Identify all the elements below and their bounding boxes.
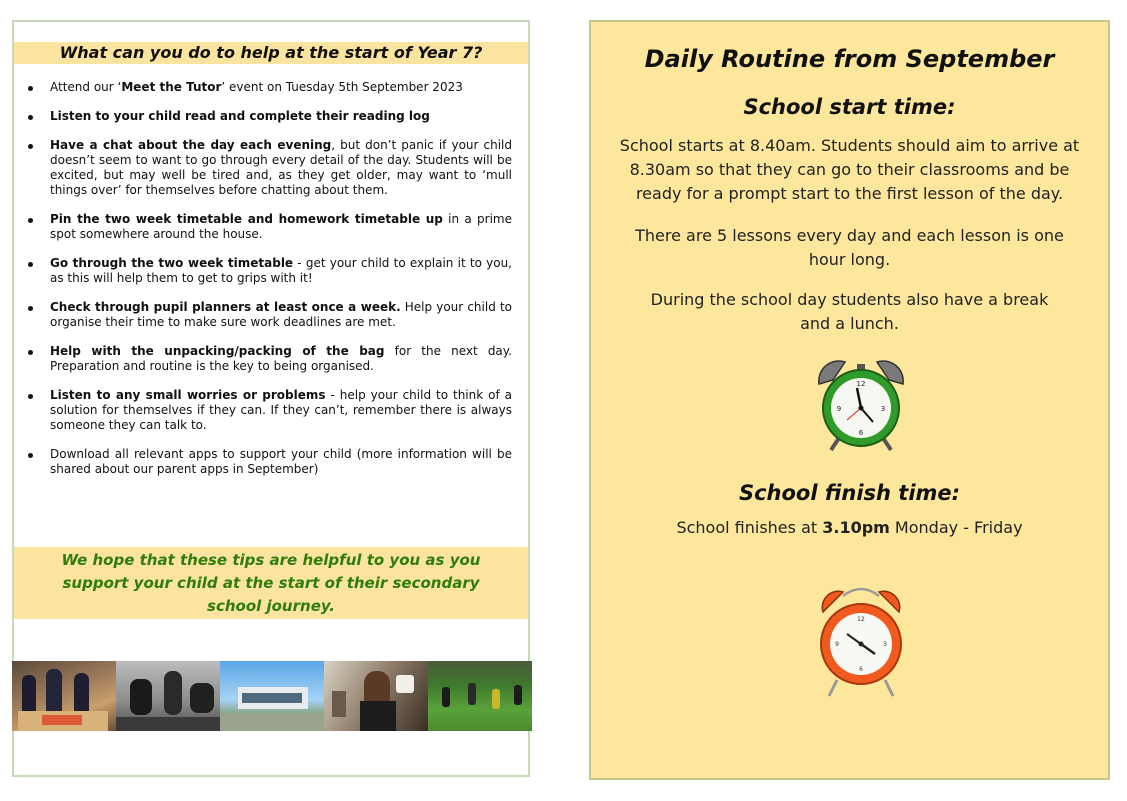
list-item: Attend our ‘Meet the Tutor’ event on Tuesday 5th September 2023 <box>50 80 514 95</box>
list-item: Help with the unpacking/packing of the bag for the next day. Preparation and routine is the key to being organised. <box>50 344 514 374</box>
science-photo <box>324 661 428 731</box>
svg-text:9: 9 <box>835 641 839 648</box>
svg-text:3: 3 <box>880 405 886 413</box>
bullet-icon <box>28 350 33 355</box>
svg-text:3: 3 <box>883 641 887 648</box>
start-time-text: School starts at 8.40am. Students should aim to arrive at 8.30am so that they can go to their classrooms and be ready for a prompt start to the first lesson of the day. <box>619 136 1080 203</box>
start-time-heading: School start time: <box>743 95 956 119</box>
list-item: Listen to any small worries or problems - help your child to think of a solution for themselves if they can. If they can’t, remember there is always someone they can talk to. <box>50 388 514 433</box>
gym-photo <box>116 661 220 731</box>
list-item: Download all relevant apps to support your child (more information will be shared about our parent apps in September) <box>50 447 514 477</box>
svg-text:6: 6 <box>858 429 864 437</box>
bullet-icon <box>28 262 33 267</box>
svg-text:6: 6 <box>859 666 863 673</box>
list-item: Pin the two week timetable and homework timetable up in a prime spot somewhere around the house. <box>50 212 514 242</box>
svg-text:12: 12 <box>857 616 865 623</box>
break-text: During the school day students also have a break and a lunch. <box>650 290 1049 333</box>
bullet-icon <box>28 144 33 149</box>
finish-time-text: School finishes at 3.10pm Monday - Friday <box>676 518 1023 537</box>
routine-title: Daily Routine from September <box>644 45 1055 73</box>
tips-heading: What can you do to help at the start of Year 7? <box>14 42 528 64</box>
tips-list <box>50 80 514 477</box>
list-item: Go through the two week timetable - get your child to explain it to you, as this will help them to get to grips with it! <box>50 256 514 286</box>
closing-message: We hope that these tips are helpful to you as you support your child at the start of their secondary school journey. <box>14 547 528 619</box>
list-item: Check through pupil planners at least once a week. Help your child to organise their time to make sure work deadlines are met. <box>50 300 514 330</box>
bullet-icon <box>28 86 33 91</box>
tips-panel <box>12 20 530 777</box>
finish-time-heading: School finish time: <box>738 481 961 505</box>
orange-alarm-clock-icon <box>813 582 909 702</box>
svg-text:12: 12 <box>856 380 866 388</box>
bullet-icon <box>28 306 33 311</box>
photo-strip <box>12 661 532 731</box>
football-photo <box>428 661 532 731</box>
list-item: Have a chat about the day each evening, but don’t panic if your child doesn’t seem to want to go through every detail of the day. Students will be excited, but may well be tired and, as they get older, may want to ‘mull things over’ for themselves before chatting about them. <box>50 138 514 198</box>
classroom-photo <box>12 661 116 731</box>
green-alarm-clock-icon <box>813 356 909 452</box>
bullet-icon <box>28 115 33 120</box>
bullet-icon <box>28 394 33 399</box>
lessons-text: There are 5 lessons every day and each lesson is one hour long. <box>635 226 1064 269</box>
bullet-icon <box>28 218 33 223</box>
bullet-icon <box>28 453 33 458</box>
svg-text:9: 9 <box>836 405 842 413</box>
routine-panel <box>589 20 1110 780</box>
list-item: Listen to your child read and complete their reading log <box>50 109 514 124</box>
building-photo <box>220 661 324 731</box>
